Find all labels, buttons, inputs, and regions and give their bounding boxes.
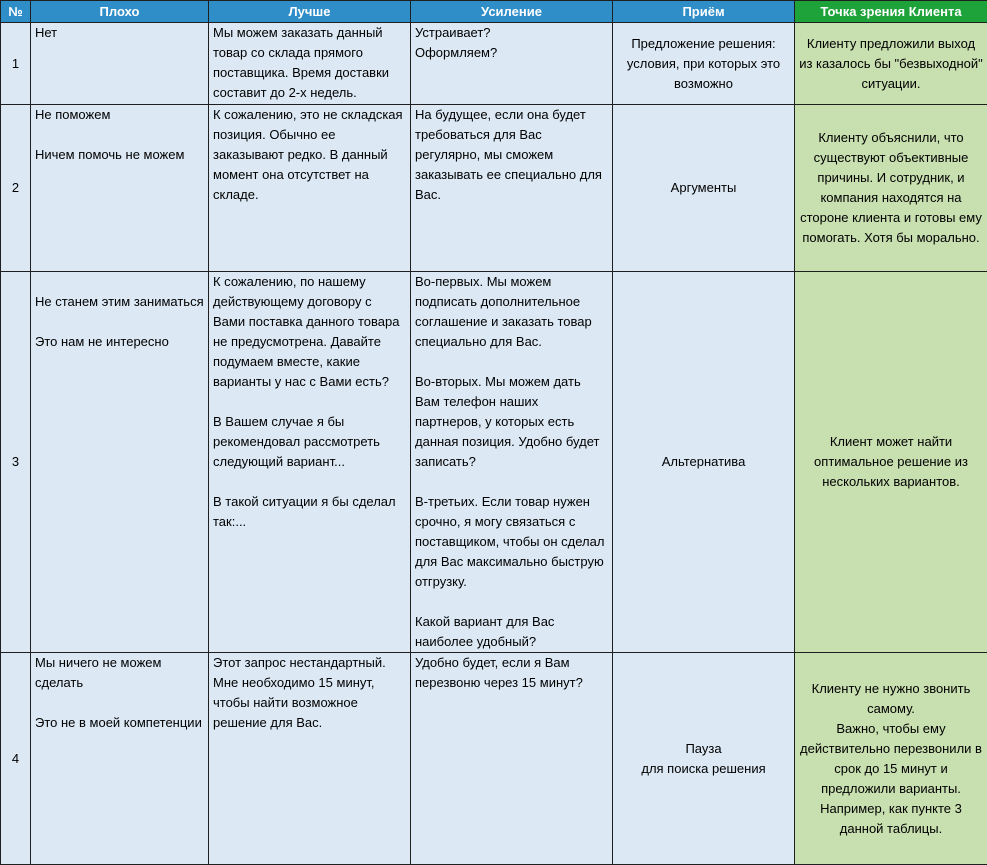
better-phrase: Мы можем заказать данный товар со склада прямого поставщика. Время доставки составит до 2-х недель. <box>213 25 390 100</box>
better-phrase-cell <box>209 653 411 865</box>
boost-phrase-cell <box>411 105 613 272</box>
header-num: № <box>1 1 31 23</box>
boost-phrase-cell <box>411 653 613 865</box>
better-phrase-cell <box>209 272 411 653</box>
better-phrase: В Вашем случае я бы рекомендовал рассмотреть следующий вариант... <box>213 414 380 469</box>
bad-phrase: Это нам не интересно <box>35 334 169 349</box>
technique-cell <box>613 23 795 105</box>
header-row <box>1 1 987 23</box>
row-number: 1 <box>1 23 31 105</box>
bad-phrase: Не поможем <box>35 107 111 122</box>
boost-phrase: В-третьих. Если товар нужен срочно, я могу связаться с поставщиком, чтобы он сделал для Вас максимально быструю отгрузку. <box>415 494 605 589</box>
table-row <box>1 653 987 865</box>
technique-text: Альтернатива <box>661 454 746 469</box>
technique-cell <box>613 105 795 272</box>
technique-text: Предложение решения: условия, при которых это возможно <box>626 35 781 91</box>
better-phrase: К сожалению, это не складская позиция. Обычно ее заказывают редко. В данный момент она отсутствет на складе. <box>213 107 403 202</box>
client-view-cell <box>795 272 987 653</box>
boost-phrase: Какой вариант для Вас наиболее удобный? <box>415 614 555 649</box>
boost-phrase: На будущее, если она будет требоваться для Вас регулярно, мы сможем заказывать ее специально для Вас. <box>415 107 602 202</box>
boost-phrase-cell <box>411 23 613 105</box>
header-bad: Плохо <box>31 1 209 23</box>
boost-phrase: Удобно будет, если я Вам перезвоню через 15 минут? <box>415 655 583 690</box>
client-view-text: Клиенту предложили выход из казалось бы "безвыходной" ситуации. <box>799 35 983 91</box>
bad-phrase: Ничем помочь не можем <box>35 147 185 162</box>
row-number: 3 <box>1 272 31 653</box>
bad-phrase: Это не в моей компетенции <box>35 715 202 730</box>
technique-text: Аргументы <box>670 180 737 195</box>
bad-phrase: Нет <box>35 25 58 40</box>
row-number: 2 <box>1 105 31 272</box>
bad-phrase-cell <box>31 105 209 272</box>
client-view-cell <box>795 23 987 105</box>
client-view-cell <box>795 105 987 272</box>
better-phrase: К сожалению, по нашему действующему договору с Вами поставка данного товара не предусмотрена. Давайте подумаем вместе, какие варианты у нас с Вами есть? <box>213 274 400 389</box>
boost-phrase: Во-вторых. Мы можем дать Вам телефон наших партнеров, у которых есть данная позиция. Удобно будет записать? <box>415 374 600 469</box>
header-better: Лучше <box>209 1 411 23</box>
table-row <box>1 23 987 105</box>
client-view-text: Клиенту объяснили, что существуют объективные причины. И сотрудник, и компания находятся на стороне клиента и готовы ему помогать. Хотя бы морально. <box>800 130 982 245</box>
table-row <box>1 105 987 272</box>
header-client-view: Точка зрения Клиента <box>795 1 987 23</box>
bad-phrase: Мы ничего не можем сделать <box>35 655 162 690</box>
better-phrase: Этот запрос нестандартный. Мне необходимо 15 минут, чтобы найти возможное решение для Вас. <box>213 655 386 730</box>
technique-text: Пауза для поиска решения <box>641 740 766 776</box>
technique-cell <box>613 653 795 865</box>
client-view-text: Клиенту не нужно звонить самому. Важно, чтобы ему действительно перезвонили в срок до 15 минут и предложили варианты. Например, как пункте 3 данной таблицы. <box>800 680 982 836</box>
better-phrase-cell <box>209 105 411 272</box>
better-phrase-cell <box>209 23 411 105</box>
bad-phrase-cell <box>31 272 209 653</box>
table-row <box>1 272 987 653</box>
boost-phrase: Во-первых. Мы можем подписать дополнительное соглашение и заказать товар специально для Вас. <box>415 274 592 349</box>
boost-phrase-cell <box>411 272 613 653</box>
bad-phrase-cell <box>31 23 209 105</box>
better-phrase: В такой ситуации я бы сделал так:... <box>213 494 396 529</box>
client-view-text: Клиент может найти оптимальное решение из нескольких вариантов. <box>814 434 968 489</box>
header-boost: Усиление <box>411 1 613 23</box>
client-view-cell <box>795 653 987 865</box>
boost-phrase: Устраивает? Оформляем? <box>415 25 498 60</box>
row-number: 4 <box>1 653 31 865</box>
header-technique: Приём <box>613 1 795 23</box>
bad-phrase-cell <box>31 653 209 865</box>
bad-phrase: Не станем этим заниматься <box>35 294 204 309</box>
technique-cell <box>613 272 795 653</box>
